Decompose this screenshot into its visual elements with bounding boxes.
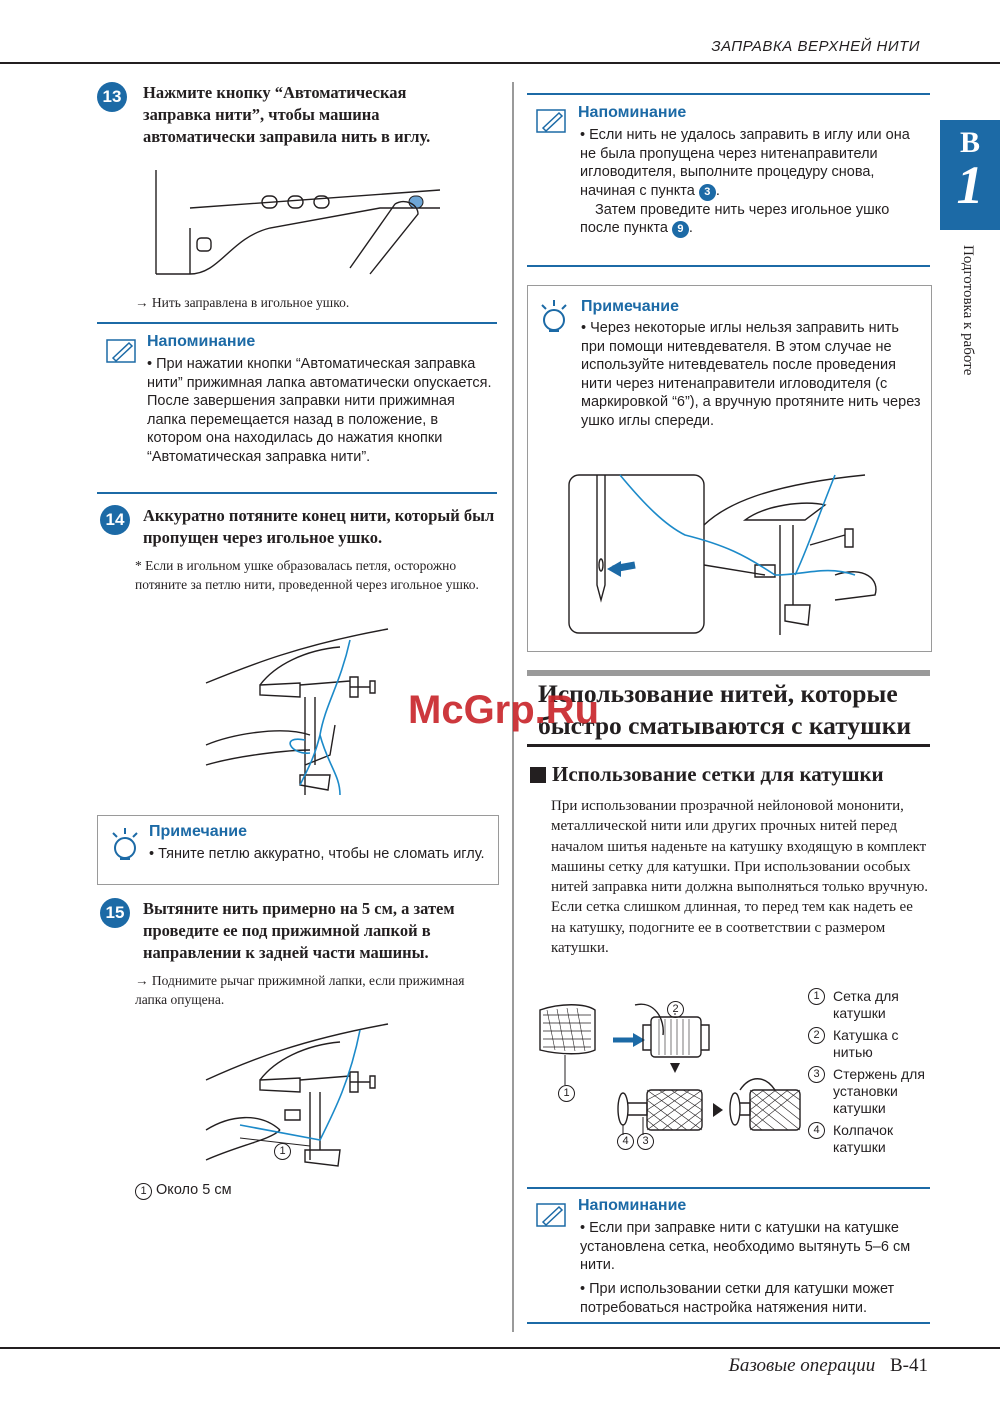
legend-item bbox=[808, 1122, 933, 1156]
caption-text: Около 5 см bbox=[156, 1182, 232, 1198]
step-15-number: 15 bbox=[100, 898, 130, 928]
subsection-square-icon bbox=[530, 767, 546, 783]
note-2-text: • Через некоторые иглы нельзя заправить нить при помощи нитевдевателя. В этом случае не используйте нитевдеватель после проведения нити через нитенаправители игловодителя (с маркировкой “6”), а вручную протяните нить через ушко иглы спереди. bbox=[581, 320, 921, 429]
legend-number: 3 bbox=[808, 1066, 825, 1083]
memo-pencil-icon bbox=[535, 106, 569, 136]
legend-text: Колпачок катушки bbox=[833, 1122, 894, 1155]
memo-3-item-1: • Если при заправке нити с катушки на катушке установлена сетка, необходимо вытянуть 5–6 см нити. bbox=[580, 1220, 911, 1273]
fig-callout-2: 2 bbox=[667, 1001, 684, 1018]
step-15-caption bbox=[135, 1182, 232, 1200]
header-title: ЗАПРАВКА ВЕРХНЕЙ НИТИ bbox=[711, 38, 920, 55]
legend-text: Катушка с нитью bbox=[833, 1027, 899, 1060]
memo-3-top-rule bbox=[527, 1187, 930, 1189]
memo-3-item-2: • При использовании сетки для катушки может потребоваться настройка натяжения нити. bbox=[580, 1281, 895, 1316]
subsection-title: Использование сетки для катушки bbox=[552, 762, 884, 786]
memo-2-bottom-rule bbox=[527, 265, 930, 267]
caption-number: 1 bbox=[135, 1183, 152, 1200]
header-rule bbox=[0, 62, 1000, 64]
note-bulb-icon bbox=[108, 826, 142, 864]
footer-text: Базовые операции bbox=[728, 1355, 876, 1376]
step-14-title: Аккуратно потяните конец нити, который был пропущен через игольное ушко. bbox=[143, 506, 495, 547]
legend-text: Сетка для катушки bbox=[833, 988, 899, 1021]
section-top-bar bbox=[527, 670, 930, 676]
section-bottom-rule bbox=[527, 744, 930, 747]
step-15-title: Вытяните нить примерно на 5 см, а затем проведите ее под прижимной лапкой в направлении к задней части машины. bbox=[143, 899, 455, 962]
ref-step-9-icon: 9 bbox=[672, 221, 689, 238]
fig-callout-1: 1 bbox=[558, 1085, 575, 1102]
legend-item bbox=[808, 988, 933, 1022]
section-title: Использование нитей, которые быстро сматываются с катушки bbox=[538, 679, 912, 740]
memo-2-text-b: Затем проведите нить через игольное ушко после пункта bbox=[580, 201, 890, 236]
chapter-number: 1 bbox=[956, 155, 984, 215]
chapter-letter: B bbox=[959, 126, 980, 159]
memo-1-bottom-rule bbox=[97, 492, 497, 494]
step-13-number: 13 bbox=[97, 82, 127, 112]
step-15-callout: 1 bbox=[274, 1143, 291, 1160]
step-15-result: → Поднимите рычаг прижимной лапки, если прижимная лапка опущена. bbox=[135, 973, 465, 1007]
ref-step-3-icon: 3 bbox=[699, 184, 716, 201]
memo-2-title: Напоминание bbox=[578, 104, 687, 121]
step-14-number: 14 bbox=[100, 505, 130, 535]
step-13-result: → Нить заправлена в игольное ушко. bbox=[135, 295, 350, 310]
legend-number: 4 bbox=[808, 1122, 825, 1139]
note-1-title: Примечание bbox=[149, 823, 248, 840]
memo-2-top-rule bbox=[527, 93, 930, 95]
memo-pencil-icon bbox=[105, 336, 139, 366]
memo-3-title: Напоминание bbox=[578, 1197, 687, 1214]
memo-1-text: • При нажатии кнопки “Автоматическая заправка нити” прижимная лапка автоматически опускается. После завершения заправки нити прижимная лапка перемещается назад в положение, в котором она находилась до нажатия кнопки “Автоматическая заправка нити”. bbox=[147, 356, 492, 465]
fig-callout-4: 4 bbox=[617, 1133, 634, 1150]
memo-2-text: • Если нить не удалось заправить в иглу или она не была пропущена через нитенаправители игловодителя, выполните процедуру снова, начиная с пункта 3 . Затем проведите нить через игольное ушко после пункта 9 . bbox=[580, 127, 910, 236]
memo-1-title: Напоминание bbox=[147, 333, 256, 350]
watermark: McGrp.Ru bbox=[408, 688, 600, 732]
fig-callout-3: 3 bbox=[637, 1133, 654, 1150]
memo-2-text-a: • Если нить не удалось заправить в иглу или она не была пропущена через нитенаправители игловодителя, выполните процедуру снова, начиная с пункта bbox=[580, 127, 910, 199]
memo-1-top-rule bbox=[97, 322, 497, 324]
memo-3-bottom-rule bbox=[527, 1322, 930, 1324]
page-number: B-41 bbox=[890, 1355, 928, 1376]
note-2-title: Примечание bbox=[581, 298, 680, 315]
legend-item bbox=[808, 1066, 933, 1117]
needle-loop-illustration bbox=[200, 625, 400, 805]
thread-under-foot-illustration bbox=[200, 1020, 400, 1180]
footer bbox=[729, 1355, 928, 1377]
button-panel-illustration bbox=[150, 168, 450, 280]
legend-text: Стержень для установки катушки bbox=[833, 1066, 925, 1116]
note-1-text: • Тяните петлю аккуратно, чтобы не сломать иглу. bbox=[149, 846, 485, 862]
legend-number: 1 bbox=[808, 988, 825, 1005]
note-bulb-icon bbox=[537, 298, 571, 336]
step-14-note: * Если в игольном ушке образовалась петля, осторожно потяните за петлю нити, проведенной через игольное ушко. bbox=[135, 558, 479, 592]
body-text: При использовании прозрачной нейлоновой мононити, металлической нити или других прочных нитей перед началом шитья наденьте на катушку входящую в комплект машины сетку для катушки. При использовании особых нитей заправка нити должна выполняться только вручную. Если сетка слишком длинная, то перед тем как надеть ее на катушку, подогните ее в соответствии с размером катушки. bbox=[551, 798, 929, 957]
step-13-title: Нажмите кнопку “Автоматическая заправка нити”, чтобы машина автоматически заправила нить в иглу. bbox=[143, 83, 431, 146]
legend-number: 2 bbox=[808, 1027, 825, 1044]
manual-needle-threading-illustration bbox=[565, 465, 885, 640]
chapter-side-text: Подготовка к работе bbox=[960, 245, 976, 376]
footer-rule bbox=[0, 1347, 1000, 1349]
legend-item bbox=[808, 1027, 933, 1061]
spool-net-illustration bbox=[535, 995, 810, 1155]
figure-legend bbox=[808, 988, 933, 1156]
memo-pencil-icon bbox=[535, 1200, 569, 1230]
chapter-tab bbox=[940, 120, 1000, 230]
